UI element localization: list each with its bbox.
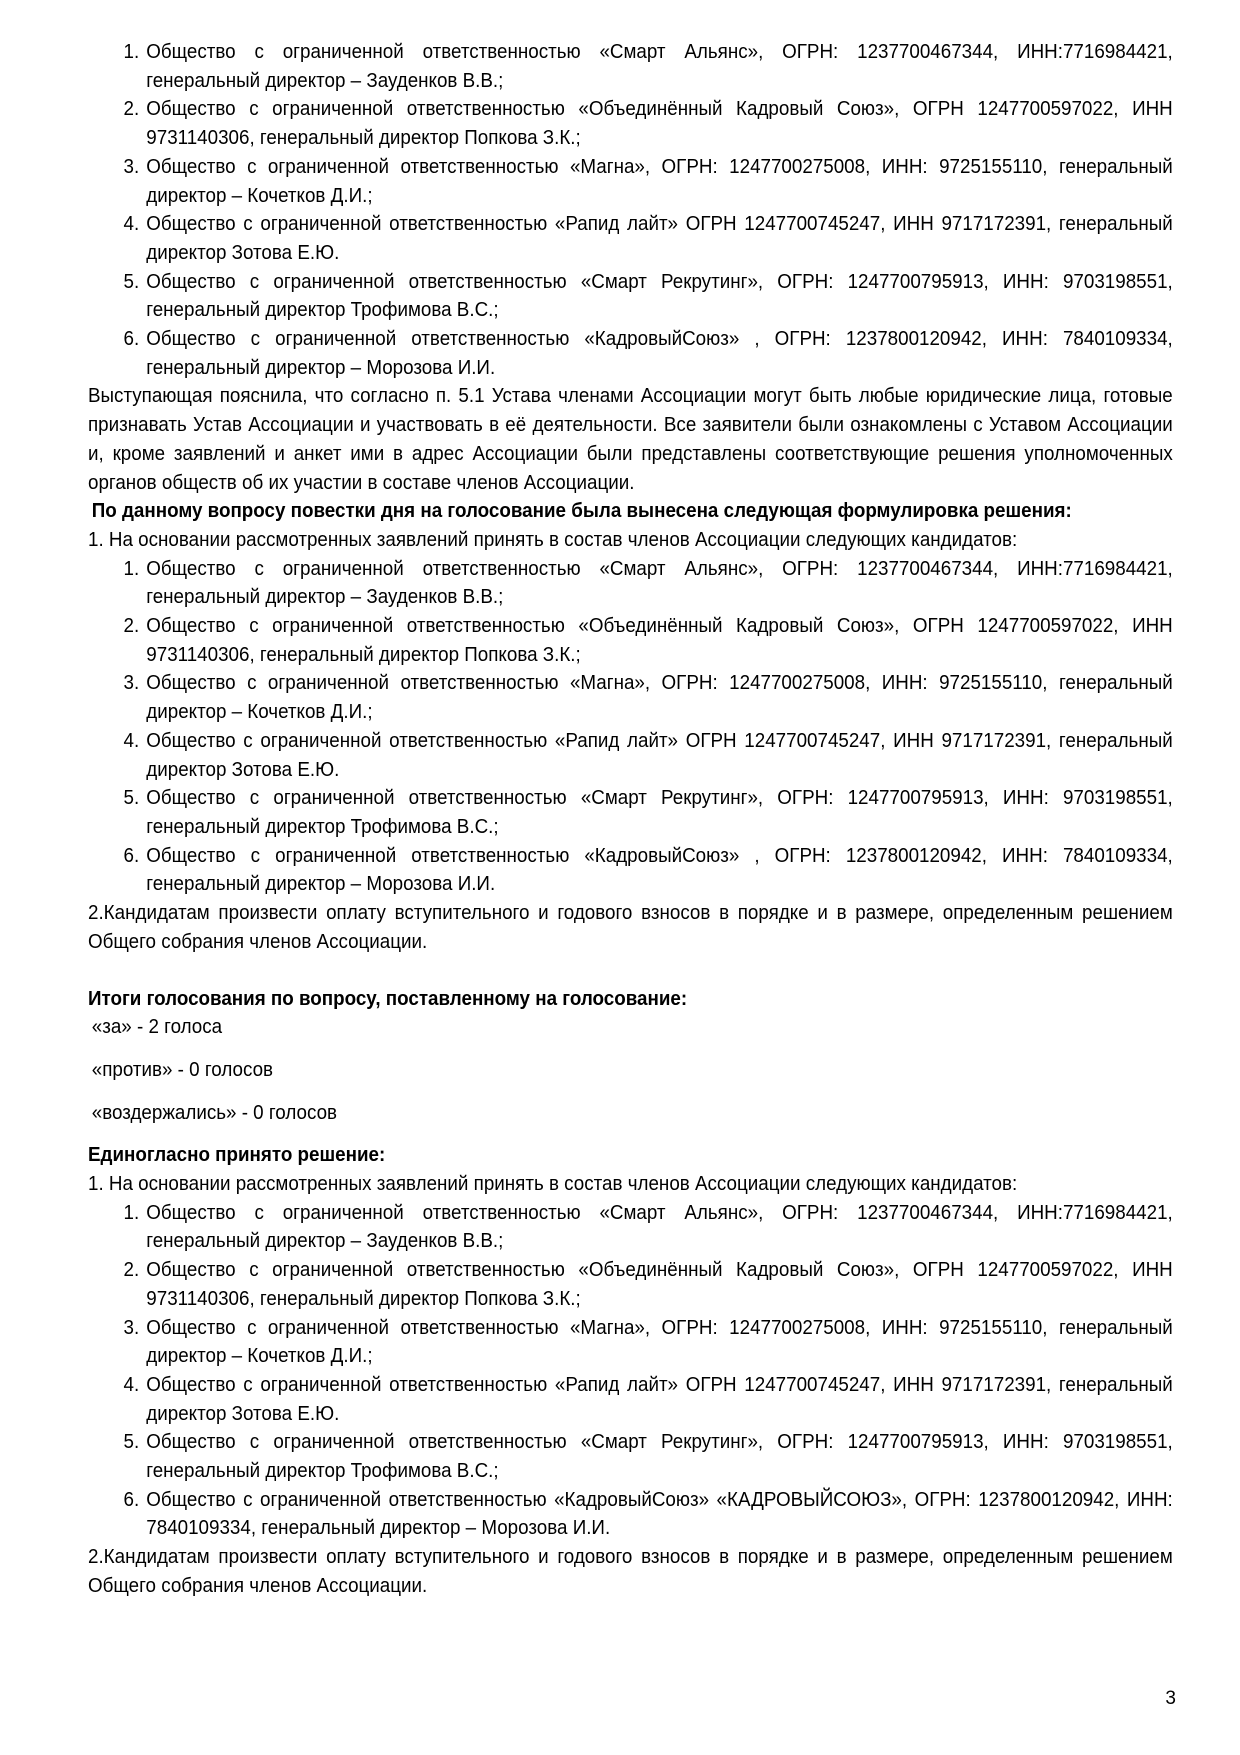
list-item: 2. Общество с ограниченной ответственностью «Объединённый Кадровый Союз», ОГРН 1247700597022, ИНН 9731140306, генеральный директор Попкова З.К.; (144, 1256, 1172, 1313)
page-number: 3 (1165, 1688, 1176, 1709)
list-item: 1. Общество с ограниченной ответственностью «Смарт Альянс», ОГРН: 1237700467344, ИНН:7716984421, генеральный директор – Зауденков В.В.; (144, 555, 1172, 612)
formulation-heading: По данному вопросу повестки дня на голосование была вынесена следующая формулировка решения: (91, 500, 1072, 523)
unanimous-heading: Единогласно принято решение: (88, 1144, 386, 1167)
list-item: 3. Общество с ограниченной ответственностью «Магна», ОГРН: 1247700275008, ИНН: 9725155110, генеральный директор – Кочетков Д.И.; (144, 669, 1172, 726)
list-item: 5. Общество с ограниченной ответственностью «Смарт Рекрутинг», ОГРН: 1247700795913, ИНН: 9703198551, генеральный директор Трофимова В.С.; (144, 784, 1172, 841)
company-list-second (88, 555, 1173, 899)
list-item: 4. Общество с ограниченной ответственностью «Рапид лайт» ОГРН 1247700745247, ИНН 9717172391, генеральный директор Зотова Е.Ю. (144, 727, 1172, 784)
speaker-paragraph: Выступающая пояснила, что согласно п. 5.1 Устава членами Ассоциации могут быть любые юридические лица, готовые признавать Устав Ассоциации и участвовать в её деятельности. Все заявители были ознакомлены с Уставом Ассоциации и, кроме заявлений и анкет ими в адрес Ассоциации были представлены соответствующие решения уполномоченных органов обществ об их участии в составе членов Ассоциации. (88, 385, 1173, 494)
list-item: 1. Общество с ограниченной ответственностью «Смарт Альянс», ОГРН: 1237700467344, ИНН:7716984421, генеральный директор – Зауденков В.В.; (144, 38, 1172, 95)
company-list-first (88, 38, 1173, 382)
decision-point-2-final: 2.Кандидатам произвести оплату вступительного и годового взносов в порядке и в размере, определенным решением Общего собрания членов Ассоциации. (88, 1546, 1173, 1597)
document-page (88, 38, 1173, 1601)
list-item: 3. Общество с ограниченной ответственностью «Магна», ОГРН: 1247700275008, ИНН: 9725155110, генеральный директор – Кочетков Д.И.; (144, 1314, 1172, 1371)
company-list-third (88, 1199, 1173, 1543)
vote-abstained: «воздержались» - 0 голосов (91, 1101, 338, 1124)
list-item: 5. Общество с ограниченной ответственностью «Смарт Рекрутинг», ОГРН: 1247700795913, ИНН: 9703198551, генеральный директор Трофимова В.С.; (144, 1428, 1172, 1485)
vote-against: «против» - 0 голосов (91, 1058, 274, 1081)
list-item: 3. Общество с ограниченной ответственностью «Магна», ОГРН: 1247700275008, ИНН: 9725155110, генеральный директор – Кочетков Д.И.; (144, 153, 1172, 210)
list-item: 6. Общество с ограниченной ответственностью «КадровыйСоюз» «КАДРОВЫЙСОЮЗ», ОГРН: 1237800120942, ИНН: 7840109334, генеральный директор – Морозова И.И. (144, 1486, 1172, 1543)
list-item: 4. Общество с ограниченной ответственностью «Рапид лайт» ОГРН 1247700745247, ИНН 9717172391, генеральный директор Зотова Е.Ю. (144, 210, 1172, 267)
list-item: 1. Общество с ограниченной ответственностью «Смарт Альянс», ОГРН: 1237700467344, ИНН:7716984421, генеральный директор – Зауденков В.В.; (144, 1199, 1172, 1256)
list-item: 2. Общество с ограниченной ответственностью «Объединённый Кадровый Союз», ОГРН 1247700597022, ИНН 9731140306, генеральный директор Попкова З.К.; (144, 95, 1172, 152)
list-item: 6. Общество с ограниченной ответственностью «КадровыйСоюз» , ОГРН: 1237800120942, ИНН: 7840109334, генеральный директор – Морозова И.И. (144, 842, 1172, 899)
decision-point-1-final: 1. На основании рассмотренных заявлений принять в состав членов Ассоциации следующих кандидатов: (88, 1173, 1018, 1196)
list-item: 4. Общество с ограниченной ответственностью «Рапид лайт» ОГРН 1247700745247, ИНН 9717172391, генеральный директор Зотова Е.Ю. (144, 1371, 1172, 1428)
vote-for: «за» - 2 голоса (91, 1016, 223, 1039)
list-item: 6. Общество с ограниченной ответственностью «КадровыйСоюз» , ОГРН: 1237800120942, ИНН: 7840109334, генеральный директор – Морозова И.И. (144, 325, 1172, 382)
list-item: 2. Общество с ограниченной ответственностью «Объединённый Кадровый Союз», ОГРН 1247700597022, ИНН 9731140306, генеральный директор Попкова З.К.; (144, 612, 1172, 669)
decision-point-1: 1. На основании рассмотренных заявлений принять в состав членов Ассоциации следующих кандидатов: (88, 528, 1018, 551)
list-item: 5. Общество с ограниченной ответственностью «Смарт Рекрутинг», ОГРН: 1247700795913, ИНН: 9703198551, генеральный директор Трофимова В.С.; (144, 268, 1172, 325)
voting-heading: Итоги голосования по вопросу, поставленному на голосование: (88, 987, 688, 1010)
decision-point-2: 2.Кандидатам произвести оплату вступительного и годового взносов в порядке и в размере, определенным решением Общего собрания членов Ассоциации. (88, 902, 1173, 953)
